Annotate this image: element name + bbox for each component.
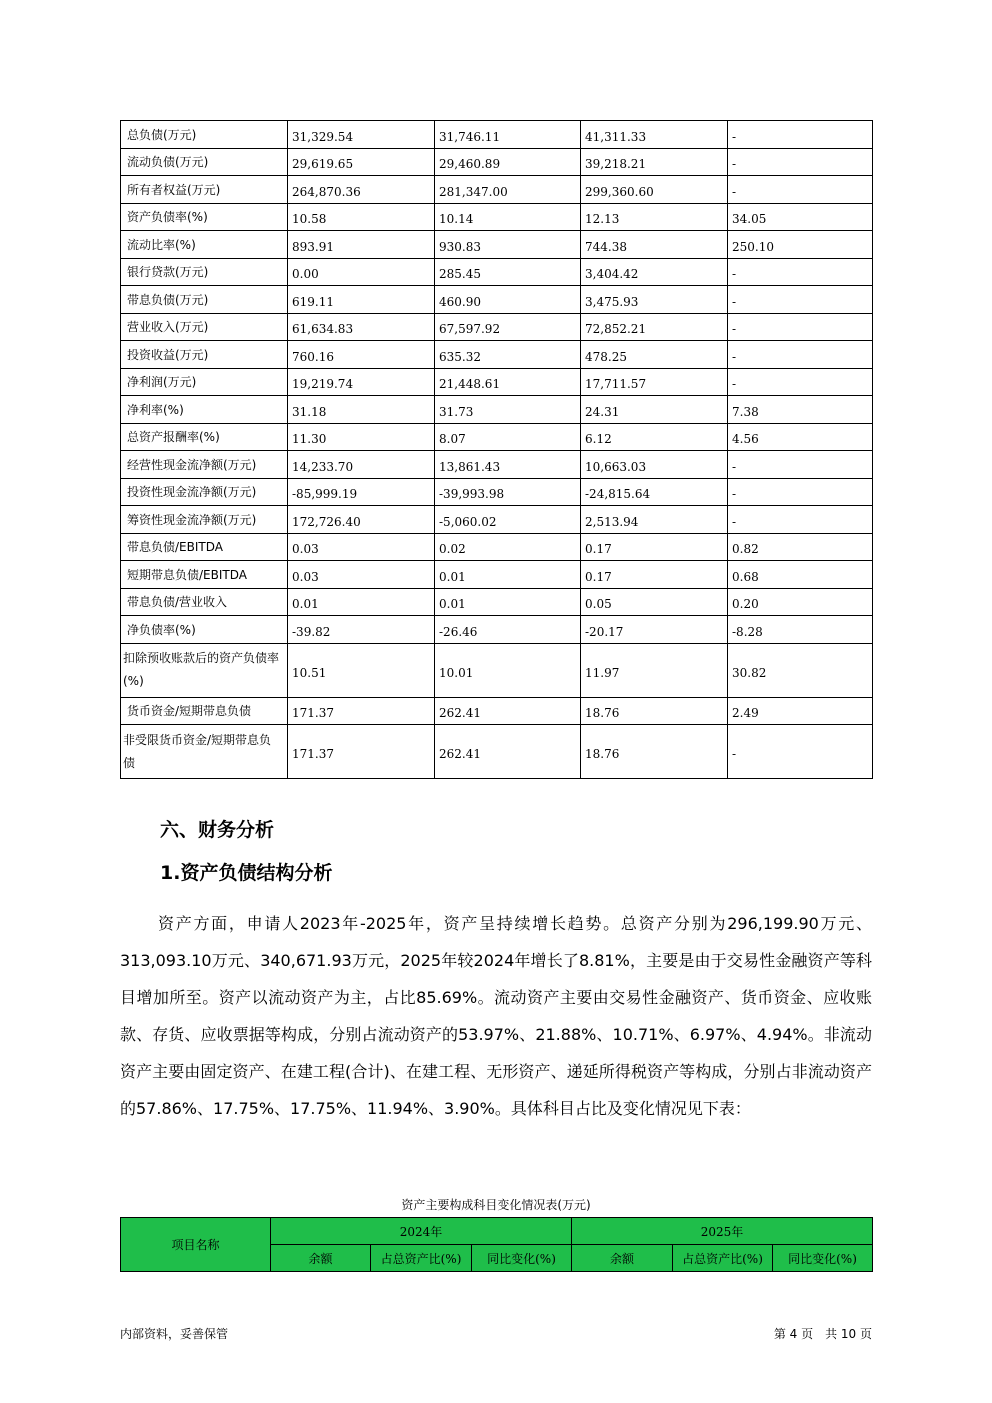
row-label: 筹资性现金流净额(万元) bbox=[121, 506, 288, 534]
asset-table-subheader: 占总资产比(%) bbox=[673, 1245, 773, 1272]
table-row bbox=[121, 643, 873, 697]
table-row bbox=[121, 148, 873, 176]
row-value: 0.05 bbox=[581, 588, 728, 616]
row-value: 0.17 bbox=[581, 561, 728, 589]
asset-table-caption: 资产主要构成科目变化情况表(万元) bbox=[401, 1198, 591, 1212]
asset-table-subheader: 同比变化(%) bbox=[773, 1245, 873, 1272]
row-value: 0.20 bbox=[728, 588, 873, 616]
row-value: 14,233.70 bbox=[288, 451, 435, 479]
row-value: 0.82 bbox=[728, 533, 873, 561]
row-value: -20.17 bbox=[581, 616, 728, 644]
asset-table-subheader: 余额 bbox=[572, 1245, 673, 1272]
row-value: 39,218.21 bbox=[581, 148, 728, 176]
row-value: 10.01 bbox=[435, 643, 581, 697]
row-value: - bbox=[728, 258, 873, 286]
row-value: -8.28 bbox=[728, 616, 873, 644]
row-value: 8.07 bbox=[435, 423, 581, 451]
row-value: -39,993.98 bbox=[435, 478, 581, 506]
row-label: 带息负债(万元) bbox=[121, 286, 288, 314]
row-value: -26.46 bbox=[435, 616, 581, 644]
row-value: 635.32 bbox=[435, 341, 581, 369]
row-value: 893.91 bbox=[288, 231, 435, 259]
row-value: -85,999.19 bbox=[288, 478, 435, 506]
row-label: 投资收益(万元) bbox=[121, 341, 288, 369]
asset-table-subheader: 余额 bbox=[271, 1245, 371, 1272]
table-row bbox=[121, 561, 873, 589]
row-value: 31.18 bbox=[288, 396, 435, 424]
row-value: 2.49 bbox=[728, 697, 873, 725]
row-value: 6.12 bbox=[581, 423, 728, 451]
row-value: 2,513.94 bbox=[581, 506, 728, 534]
row-value: 250.10 bbox=[728, 231, 873, 259]
row-value: 34.05 bbox=[728, 203, 873, 231]
subsection-heading: 1.资产负债结构分析 bbox=[160, 862, 333, 884]
row-label: 净利润(万元) bbox=[121, 368, 288, 396]
row-value: - bbox=[728, 286, 873, 314]
row-value: 3,475.93 bbox=[581, 286, 728, 314]
table-row bbox=[121, 121, 873, 149]
table-row bbox=[121, 341, 873, 369]
row-value: 10.58 bbox=[288, 203, 435, 231]
row-value: 10,663.03 bbox=[581, 451, 728, 479]
row-value: 18.76 bbox=[581, 725, 728, 779]
row-value: 0.68 bbox=[728, 561, 873, 589]
asset-table-item-header: 项目名称 bbox=[121, 1218, 271, 1272]
row-value: 760.16 bbox=[288, 341, 435, 369]
table-row bbox=[121, 423, 873, 451]
row-value: 744.38 bbox=[581, 231, 728, 259]
row-value: 11.97 bbox=[581, 643, 728, 697]
row-value: 18.76 bbox=[581, 697, 728, 725]
table-row bbox=[121, 396, 873, 424]
row-label: 非受限货币资金/短期带息负债 bbox=[121, 725, 288, 779]
row-value: 0.01 bbox=[435, 588, 581, 616]
table-row bbox=[121, 451, 873, 479]
row-value: 41,311.33 bbox=[581, 121, 728, 149]
row-value: 11.30 bbox=[288, 423, 435, 451]
row-label: 银行贷款(万元) bbox=[121, 258, 288, 286]
row-value: 0.02 bbox=[435, 533, 581, 561]
footer-page-number: 第 4 页 共 10 页 bbox=[773, 1327, 872, 1341]
row-value: 24.31 bbox=[581, 396, 728, 424]
row-value: - bbox=[728, 313, 873, 341]
table-row bbox=[121, 478, 873, 506]
row-value: 10.14 bbox=[435, 203, 581, 231]
row-value: 619.11 bbox=[288, 286, 435, 314]
table-row bbox=[121, 203, 873, 231]
asset-composition-table bbox=[120, 1217, 873, 1272]
row-value: 264,870.36 bbox=[288, 176, 435, 204]
row-value: 29,460.89 bbox=[435, 148, 581, 176]
row-value: 72,852.21 bbox=[581, 313, 728, 341]
row-value: -39.82 bbox=[288, 616, 435, 644]
row-value: 31.73 bbox=[435, 396, 581, 424]
row-value: - bbox=[728, 341, 873, 369]
row-value: 31,746.11 bbox=[435, 121, 581, 149]
row-value: 0.00 bbox=[288, 258, 435, 286]
row-value: 0.17 bbox=[581, 533, 728, 561]
table-row bbox=[121, 258, 873, 286]
row-label: 总负债(万元) bbox=[121, 121, 288, 149]
row-value: 0.03 bbox=[288, 533, 435, 561]
row-label: 投资性现金流净额(万元) bbox=[121, 478, 288, 506]
table-row bbox=[121, 533, 873, 561]
row-value: 21,448.61 bbox=[435, 368, 581, 396]
row-label: 流动负债(万元) bbox=[121, 148, 288, 176]
table-row bbox=[121, 725, 873, 779]
analysis-paragraph: 资产方面，申请人2023年-2025年，资产呈持续增长趋势。总资产分别为296,199.90万元、313,093.10万元、340,671.93万元，2025年较2024年增长了8.81%，主要是由于交易性金融资产等科目增加所至。资产以流动资产为主，占比85.69%。流动资产主要由交易性金融资产、货币资金、应收账款、存货、应收票据等构成，分别占流动资产的53.97%、21.88%、10.71%、6.97%、4.94%。非流动资产主要由固定资产、在建工程(合计)、在建工程、无形资产、递延所得税资产等构成，分别占非流动资产的57.86%、17.75%、17.75%、11.94%、3.90%。具体科目占比及变化情况见下表： bbox=[120, 914, 872, 1118]
row-value: -24,815.64 bbox=[581, 478, 728, 506]
row-value: 4.56 bbox=[728, 423, 873, 451]
row-value: 930.83 bbox=[435, 231, 581, 259]
row-label: 带息负债/EBITDA bbox=[121, 533, 288, 561]
row-label: 扣除预收账款后的资产负债率(%) bbox=[121, 643, 288, 697]
row-value: 281,347.00 bbox=[435, 176, 581, 204]
table-row bbox=[121, 697, 873, 725]
row-value: 172,726.40 bbox=[288, 506, 435, 534]
row-value: - bbox=[728, 368, 873, 396]
row-value: 7.38 bbox=[728, 396, 873, 424]
row-label: 净利率(%) bbox=[121, 396, 288, 424]
row-value: 17,711.57 bbox=[581, 368, 728, 396]
table-row bbox=[121, 313, 873, 341]
financial-indicators-table bbox=[120, 120, 873, 779]
row-value: 285.45 bbox=[435, 258, 581, 286]
row-value: - bbox=[728, 176, 873, 204]
row-value: - bbox=[728, 725, 873, 779]
row-value: 171.37 bbox=[288, 697, 435, 725]
row-value: 3,404.42 bbox=[581, 258, 728, 286]
row-value: 171.37 bbox=[288, 725, 435, 779]
row-value: 30.82 bbox=[728, 643, 873, 697]
row-value: - bbox=[728, 506, 873, 534]
row-value: 460.90 bbox=[435, 286, 581, 314]
row-label: 营业收入(万元) bbox=[121, 313, 288, 341]
table-row bbox=[121, 231, 873, 259]
row-value: 12.13 bbox=[581, 203, 728, 231]
table-row bbox=[121, 506, 873, 534]
asset-table-year-2024: 2024年 bbox=[271, 1218, 572, 1245]
row-value: 262.41 bbox=[435, 725, 581, 779]
table-row bbox=[121, 616, 873, 644]
row-value: 67,597.92 bbox=[435, 313, 581, 341]
row-value: 0.03 bbox=[288, 561, 435, 589]
row-value: 0.01 bbox=[435, 561, 581, 589]
row-label: 资产负债率(%) bbox=[121, 203, 288, 231]
row-label: 总资产报酬率(%) bbox=[121, 423, 288, 451]
row-value: 0.01 bbox=[288, 588, 435, 616]
row-value: 262.41 bbox=[435, 697, 581, 725]
row-value: -5,060.02 bbox=[435, 506, 581, 534]
row-value: - bbox=[728, 478, 873, 506]
asset-table-year-2025: 2025年 bbox=[572, 1218, 873, 1245]
row-value: 61,634.83 bbox=[288, 313, 435, 341]
table-row bbox=[121, 176, 873, 204]
row-value: 10.51 bbox=[288, 643, 435, 697]
row-value: 19,219.74 bbox=[288, 368, 435, 396]
row-value: - bbox=[728, 148, 873, 176]
asset-table-subheader: 同比变化(%) bbox=[472, 1245, 572, 1272]
row-value: 13,861.43 bbox=[435, 451, 581, 479]
table-row bbox=[121, 286, 873, 314]
row-value: 299,360.60 bbox=[581, 176, 728, 204]
row-label: 经营性现金流净额(万元) bbox=[121, 451, 288, 479]
row-value: - bbox=[728, 451, 873, 479]
table-row bbox=[121, 368, 873, 396]
row-label: 短期带息负债/EBITDA bbox=[121, 561, 288, 589]
row-label: 流动比率(%) bbox=[121, 231, 288, 259]
row-value: - bbox=[728, 121, 873, 149]
row-label: 净负债率(%) bbox=[121, 616, 288, 644]
asset-table-subheader: 占总资产比(%) bbox=[371, 1245, 472, 1272]
section-heading: 六、财务分析 bbox=[160, 819, 275, 841]
footer-confidential-note: 内部资料，妥善保管 bbox=[120, 1327, 229, 1341]
row-label: 所有者权益(万元) bbox=[121, 176, 288, 204]
row-value: 31,329.54 bbox=[288, 121, 435, 149]
table-row bbox=[121, 588, 873, 616]
row-label: 货币资金/短期带息负债 bbox=[121, 697, 288, 725]
row-value: 29,619.65 bbox=[288, 148, 435, 176]
row-label: 带息负债/营业收入 bbox=[121, 588, 288, 616]
row-value: 478.25 bbox=[581, 341, 728, 369]
